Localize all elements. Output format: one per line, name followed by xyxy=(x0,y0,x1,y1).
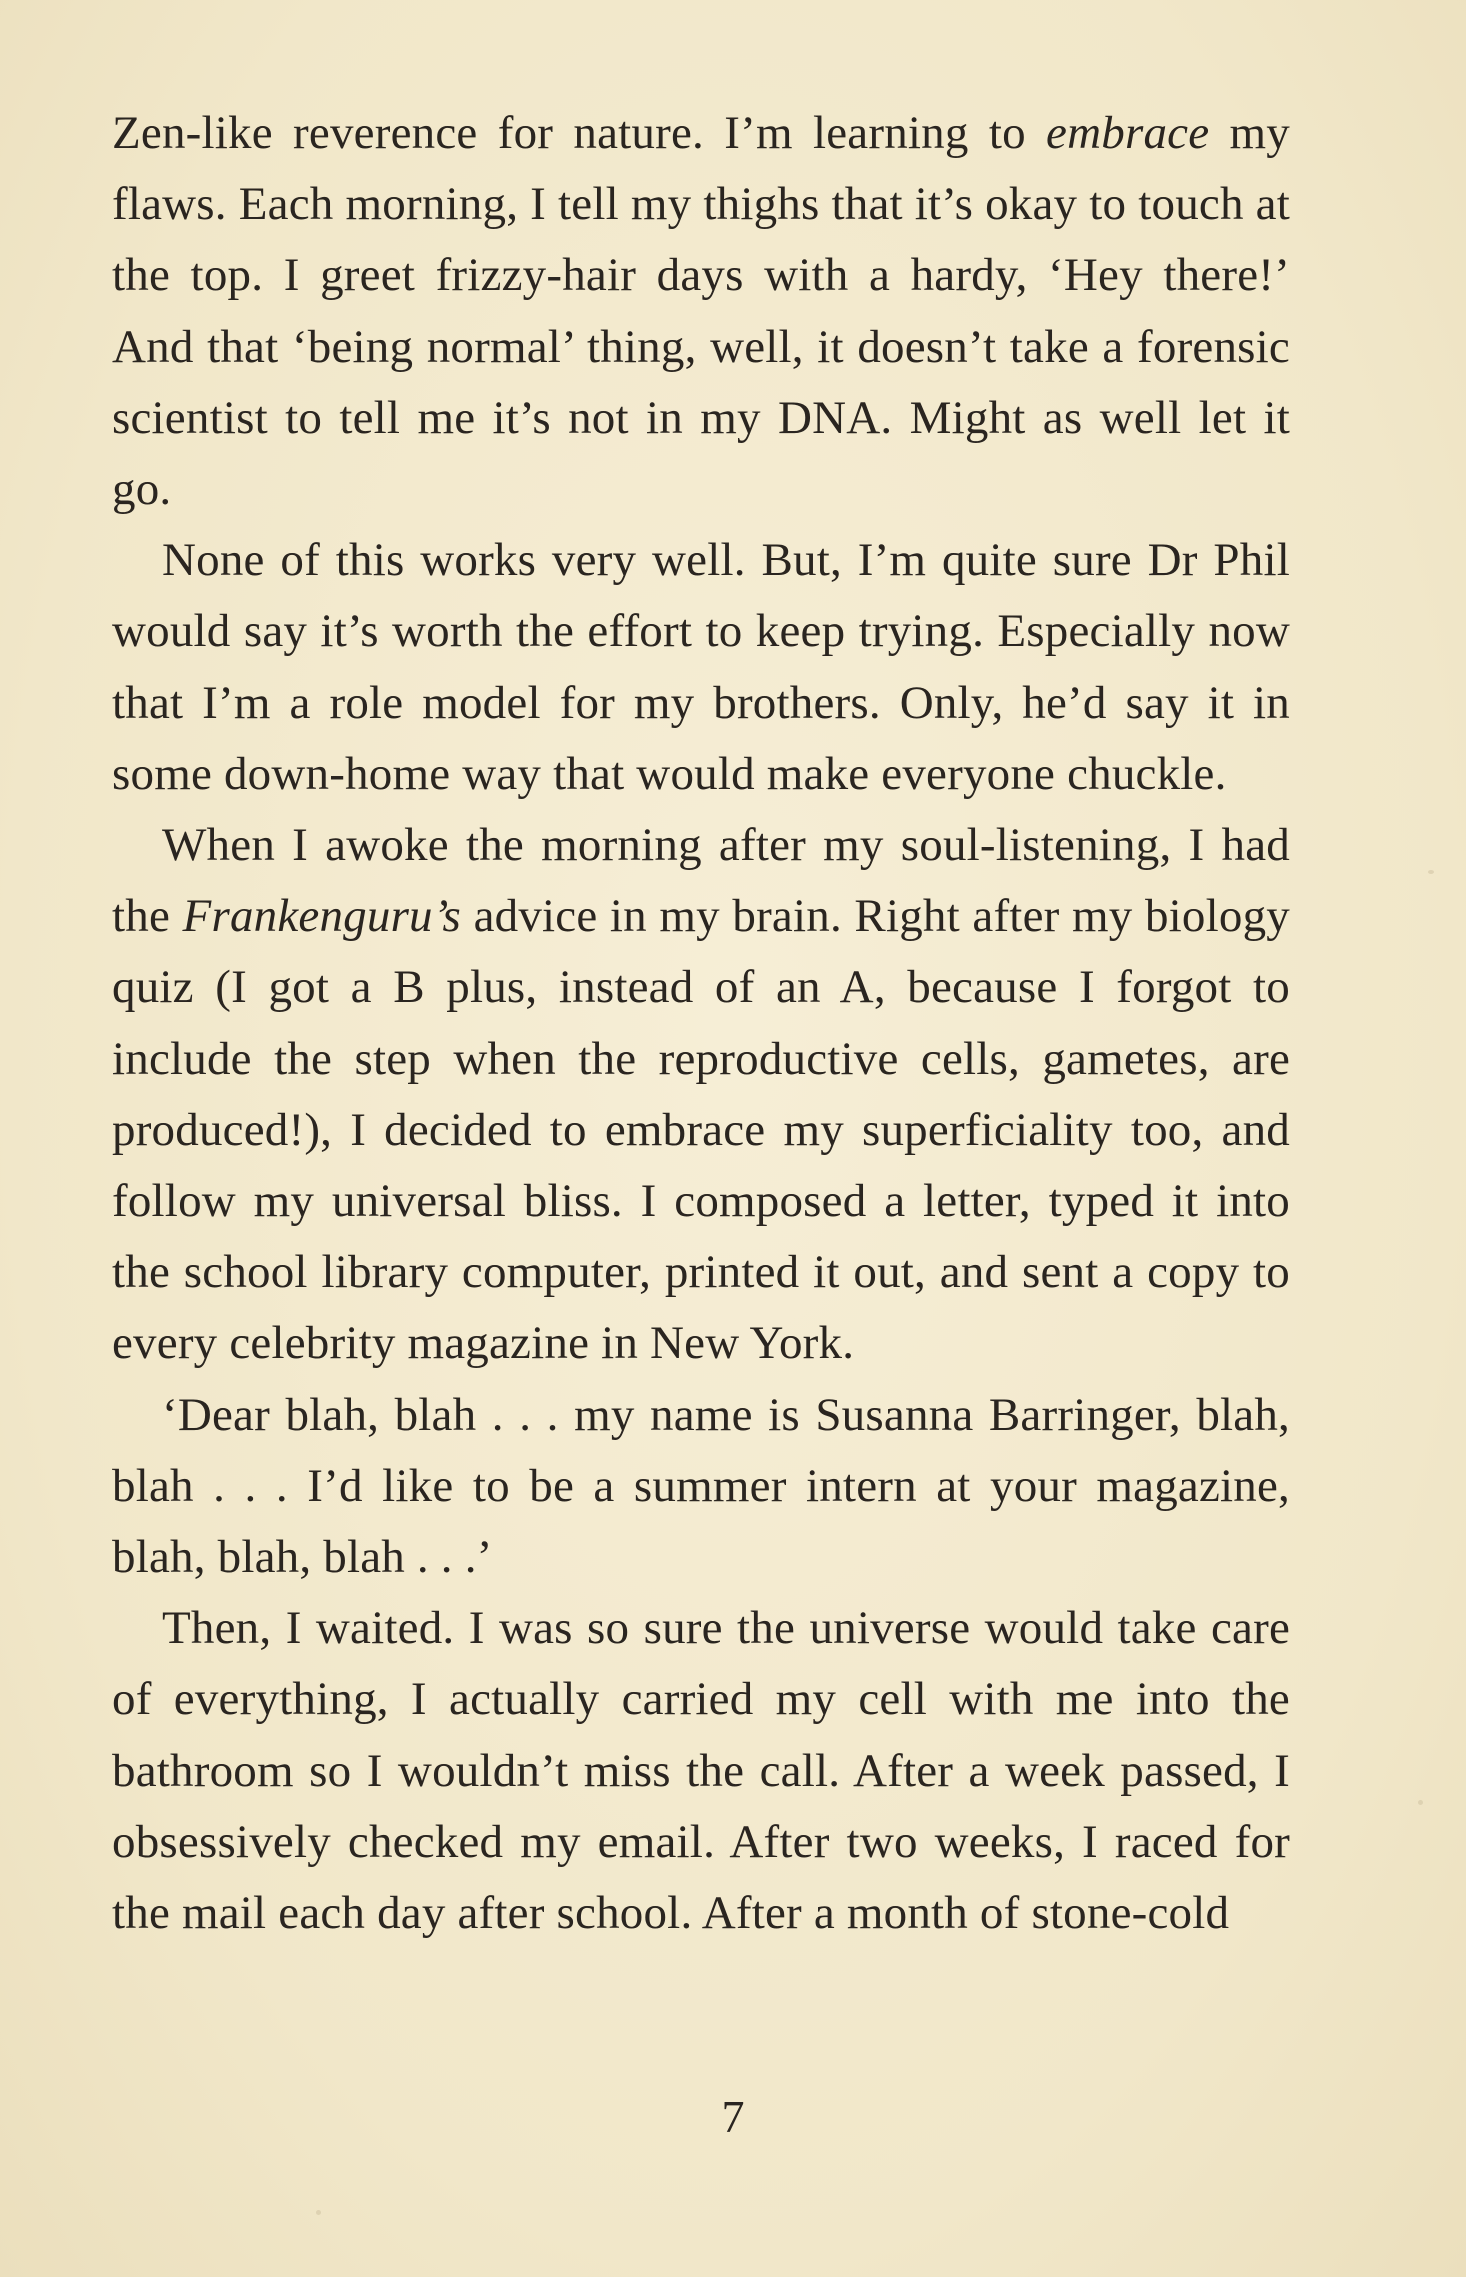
paragraph xyxy=(112,1593,1290,1949)
text-run: Zen-like reverence for nature. I’m learning to xyxy=(112,107,1047,159)
paper-speck xyxy=(1428,870,1434,874)
paper-speck xyxy=(1418,1800,1423,1805)
text-run: advice in my brain. Right after my biology quiz (I got a B plus, instead of an A, because I forgot to include the step when the reproductive cells, gametes, are produced!), I decided to embrace my superficiality too, and follow my universal bliss. I composed a letter, typed it into the school library computer, printed it out, and sent a copy to every celebrity magazine in New York. xyxy=(112,890,1290,1370)
text-run: my flaws. Each morning, I tell my thighs that it’s okay to touch at the top. I greet frizzy-hair days with a hardy, ‘Hey there!’ And that ‘being normal’ thing, well, it doesn’t take a forensic scientist to tell me it’s not in my DNA. Might as well let it go. xyxy=(112,107,1290,516)
paragraph xyxy=(112,810,1290,1380)
paragraph xyxy=(112,98,1290,525)
text-run: ‘Dear blah, blah . . . my name is Susanna Barringer, blah, blah . . . I’d like to be a summer intern at your magazine, blah, blah, blah . . .’ xyxy=(112,1388,1290,1584)
body-text xyxy=(112,98,1290,1949)
emphasis-run: Frankenguru’s xyxy=(182,890,462,943)
text-run: None of this works very well. But, I’m quite sure Dr Phil would say it’s worth the effort to keep trying. Especially now that I’m a role model for my brothers. Only, he’d say it in some down-home way that would make everyone chuckle. xyxy=(112,534,1290,800)
text-run: Then, I waited. I was so sure the universe would take care of everything, I actually carried my cell with me into the bathroom so I wouldn’t miss the call. After a week passed, I obsessively checked my email. After two weeks, I raced for the mail each day after school. After a month of stone-cold xyxy=(112,1602,1290,1940)
paragraph xyxy=(112,525,1290,810)
paragraph xyxy=(112,1380,1290,1594)
text-run: When I awoke the morning after my soul-listening, I had the xyxy=(112,819,1290,943)
page-number: 7 xyxy=(721,2091,745,2142)
paper-speck xyxy=(316,2210,321,2215)
emphasis-run: embrace xyxy=(1046,107,1210,159)
